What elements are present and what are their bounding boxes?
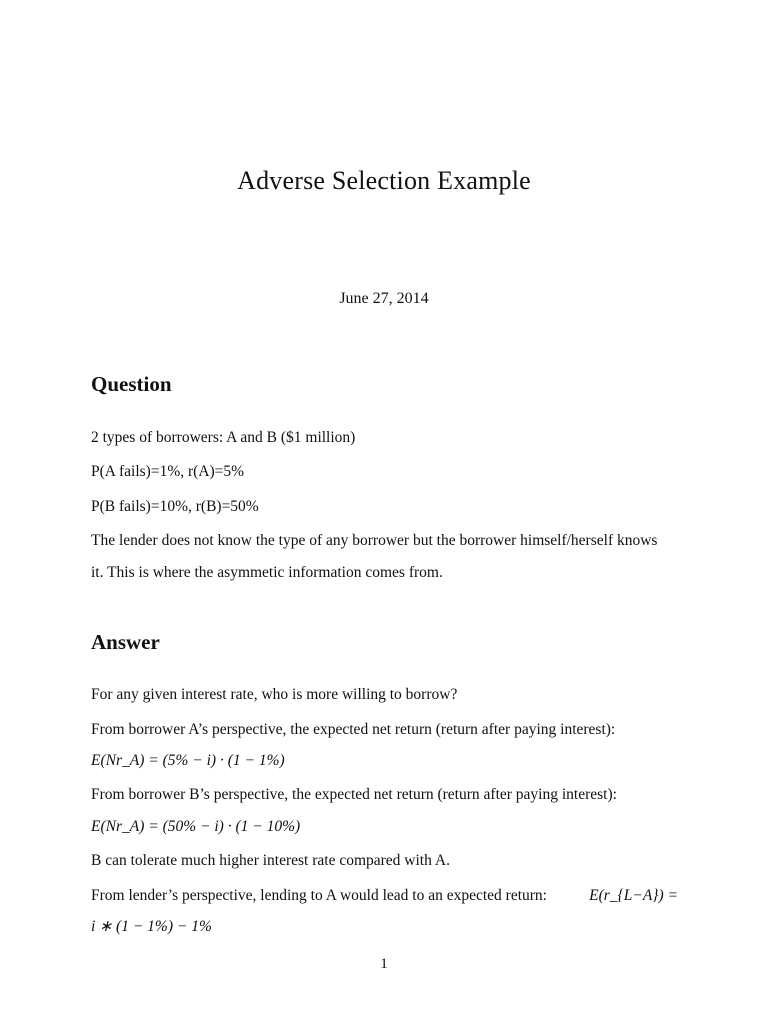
answer-line-borrower-b-perspective: From borrower B’s perspective, the expected net return (return after paying interest): xyxy=(91,786,617,803)
section-heading-answer: Answer xyxy=(91,630,160,654)
answer-line-borrower-a-perspective: From borrower A’s perspective, the expected net return (return after paying interest): xyxy=(91,721,616,738)
equation-borrower-a-return: E(Nr_A) = (5% − i) · (1 − 1%) xyxy=(91,752,285,769)
question-line-borrower-a: P(A fails)=1%, r(A)=5% xyxy=(91,463,245,480)
answer-line-tolerance: B can tolerate much higher interest rate compared with A. xyxy=(91,852,450,869)
equation-lender-return-rhs: i ∗ (1 − 1%) − 1% xyxy=(91,918,212,935)
document-date: June 27, 2014 xyxy=(339,290,429,307)
section-heading-question: Question xyxy=(91,372,172,396)
answer-line-lender-perspective xyxy=(91,880,678,912)
lender-perspective-text: From lender’s perspective, lending to A would lead to an expected return: xyxy=(91,887,547,904)
question-line-asymmetric-info: it. This is where the asymmetic information comes from. xyxy=(91,564,443,581)
answer-line-who-borrows: For any given interest rate, who is more willing to borrow? xyxy=(91,686,458,703)
question-line-borrower-types: 2 types of borrowers: A and B ($1 million) xyxy=(91,429,356,446)
question-line-lender-info: The lender does not know the type of any borrower but the borrower himself/herself knows xyxy=(91,532,658,549)
equation-lender-return-lhs: E(r_{L−A}) = xyxy=(589,887,678,904)
document-title: Adverse Selection Example xyxy=(237,166,531,195)
question-line-borrower-b: P(B fails)=10%, r(B)=50% xyxy=(91,498,259,515)
page-number: 1 xyxy=(380,956,388,972)
equation-borrower-b-return: E(Nr_A) = (50% − i) · (1 − 10%) xyxy=(91,818,301,835)
